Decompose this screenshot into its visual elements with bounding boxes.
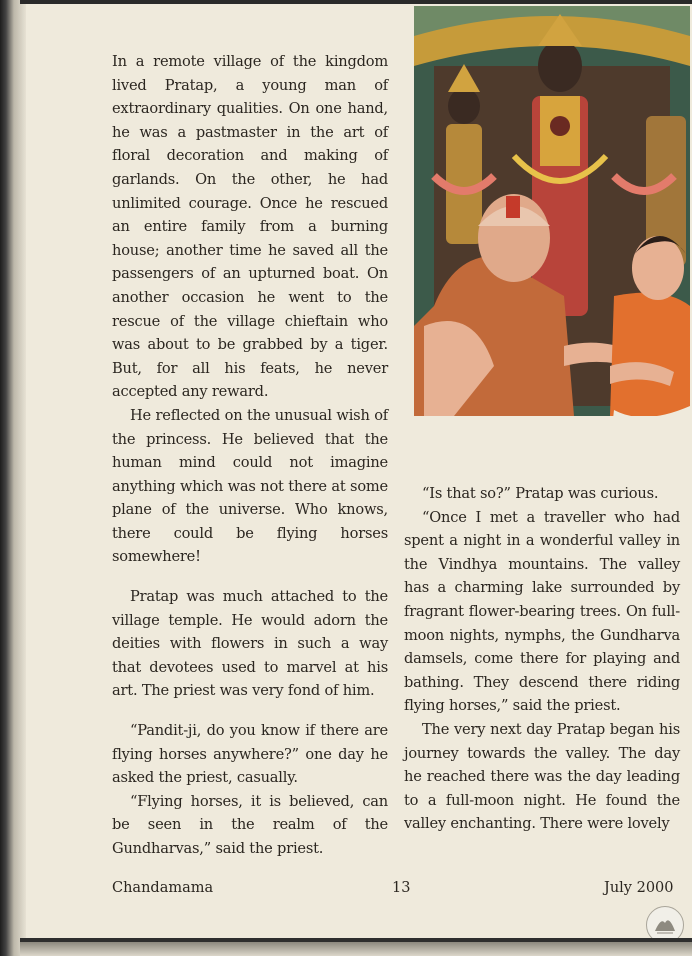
- page-gutter-shadow: [0, 0, 26, 956]
- priest-and-pratap-picture: [414, 6, 690, 446]
- bottom-shadow: [20, 942, 692, 956]
- magazine-name: Chandamama: [112, 880, 214, 896]
- page-number: 13: [392, 880, 411, 896]
- paragraph: The very next day Pratap began his journey towards the valley. The day he reached there was the day leading to a full-moon night. He found the valley enchanting. There were lovely: [404, 720, 680, 833]
- paragraph: Pratap was much attached to the village temple. He would adorn the deities with flowers in such a way that devotees used to marvel at his art. The priest was very fond of him.: [112, 588, 388, 700]
- paragraph: “Flying horses, it is believed, can be seen in the realm of the Gundharvas,” said the priest.: [112, 792, 388, 857]
- temple-illustration: [414, 6, 690, 446]
- issue-date: July 2000: [604, 880, 674, 896]
- right-text-column: [404, 482, 680, 836]
- top-rule: [20, 0, 692, 4]
- paragraph: In a remote village of the kingdom lived Pratap, a young man of extraordinary qualities. On one hand, he was a pastmaster in the art of floral decoration and making of garlands. On the other, he had unlimited courage. Once he rescued an entire family from a burning house; another time he saved all the passengers of an upturned boat. On another occasion he went to the rescue of the village chieftain who was about to be grabbed by a tiger. But, for all his feats, he never accepted any reward.: [112, 53, 388, 401]
- paragraph: He reflected on the unusual wish of the princess. He believed that the human mind could not imagine anything which was not there at some plane of the universe. Who knows, there could be flying horses somewhere!: [112, 406, 388, 566]
- paragraph: “Is that so?” Pratap was curious.: [422, 485, 659, 502]
- paragraph: “Once I met a traveller who had spent a night in a wonderful valley in the Vindhya mountains. The valley has a charming lake surrounded by fragrant flower-bearing trees. On full-moon nights, nymphs, the Gundharva damsels, come there for playing and bathing. They descend there riding flying horses,” said the priest.: [404, 508, 680, 715]
- paragraph: “Pandit-ji, do you know if there are flying horses anywhere?” one day he asked the priest, casually.: [112, 722, 388, 787]
- left-text-column: [112, 50, 388, 861]
